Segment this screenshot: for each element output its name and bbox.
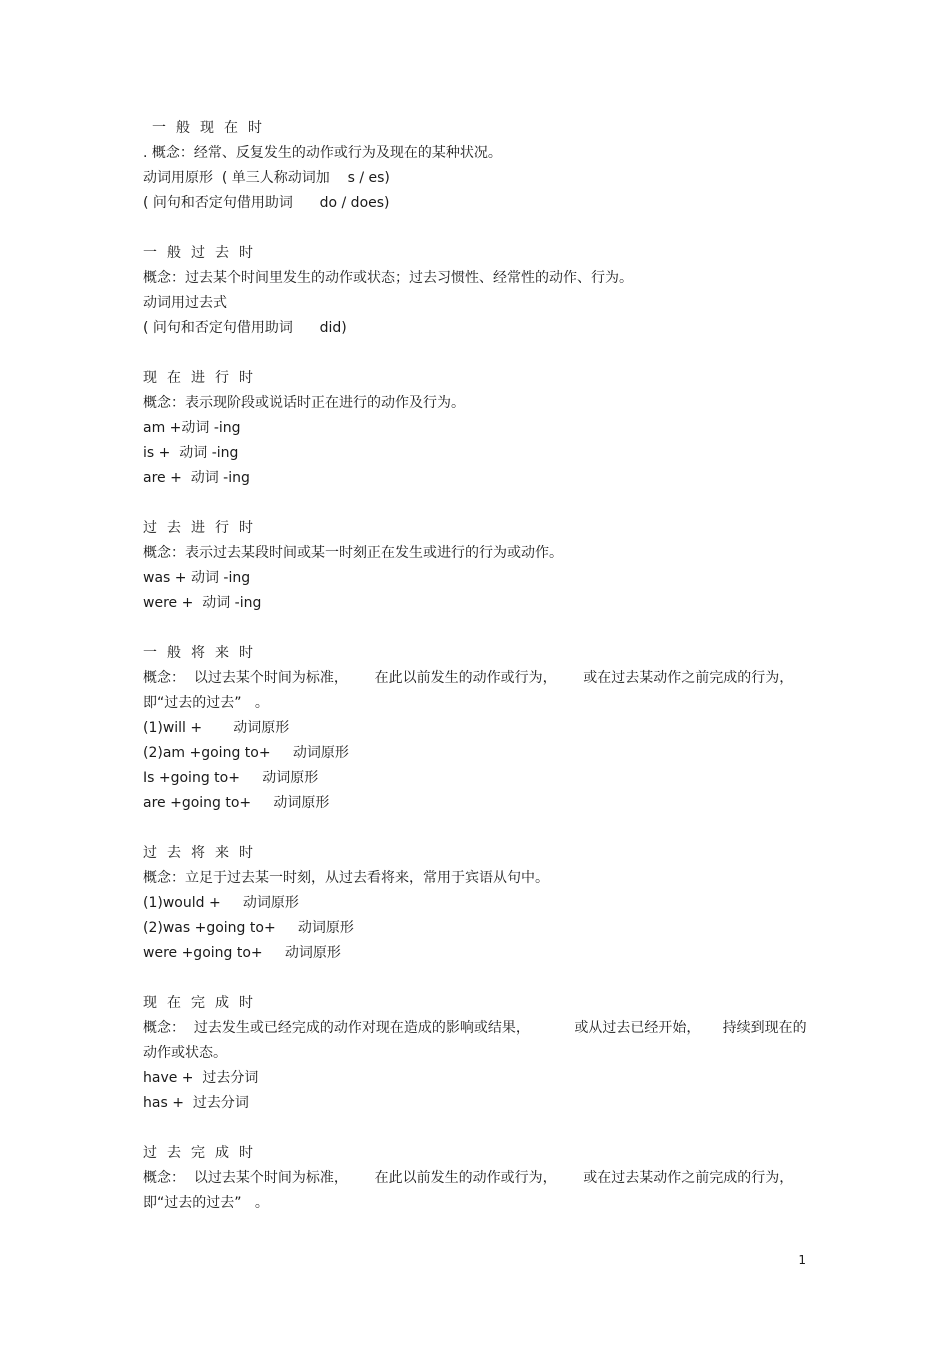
section-heading: 过去进行时 xyxy=(143,520,263,536)
page-number: 1 xyxy=(798,1253,806,1267)
section-future-in-past xyxy=(143,841,808,966)
concept-line: 概念：表示现阶段或说话时正在进行的动作及行为。 xyxy=(143,395,465,411)
rule-line: was + 动词 -ing xyxy=(143,570,251,586)
rule-line: am +动词 -ing xyxy=(143,420,241,436)
section-heading: 一般现在时 xyxy=(152,120,272,136)
section-heading: 现在完成时 xyxy=(143,995,263,1011)
section-heading: 现在进行时 xyxy=(143,370,263,386)
concept-line: 概念：立足于过去某一时刻，从过去看将来，常用于宾语从句中。 xyxy=(143,870,549,886)
section-present-perfect xyxy=(143,991,808,1116)
rule-line: are +going to+ 动词原形 xyxy=(143,795,330,811)
concept-line: 概念： 以过去某个时间为标准， 在此以前发生的动作或行为， 或在过去某动作之前完成的行为，即“过去的过去” 。 xyxy=(143,670,794,711)
section-heading: 过去将来时 xyxy=(143,845,263,861)
section-present-continuous xyxy=(143,366,808,491)
rule-line: (1)would + 动词原形 xyxy=(143,895,299,911)
concept-line: 概念： 过去发生或已经完成的动作对现在造成的影响或结果， 或从过去已经开始， 持续到现在的动作或状态。 xyxy=(143,1020,807,1061)
section-heading: 一般将来时 xyxy=(143,645,263,661)
rule-line: ( 问句和否定句借用助词 did) xyxy=(143,320,347,336)
section-simple-future xyxy=(143,641,808,816)
document-content xyxy=(143,116,808,1241)
rule-line: Is +going to+ 动词原形 xyxy=(143,770,319,786)
rule-line: are + 动词 -ing xyxy=(143,470,250,486)
rule-line: (2)was +going to+ 动词原形 xyxy=(143,920,354,936)
section-simple-past xyxy=(143,241,808,341)
rule-line: (1)will + 动词原形 xyxy=(143,720,290,736)
rule-line: has + 过去分词 xyxy=(143,1095,249,1111)
rule-line: is + 动词 -ing xyxy=(143,445,239,461)
concept-line: 概念：表示过去某段时间或某一时刻正在发生或进行的行为或动作。 xyxy=(143,545,563,561)
rule-line: were + 动词 -ing xyxy=(143,595,262,611)
concept-line: . 概念：经常、反复发生的动作或行为及现在的某种状况。 xyxy=(143,145,502,161)
section-past-perfect xyxy=(143,1141,808,1216)
rule-line: were +going to+ 动词原形 xyxy=(143,945,341,961)
rule-line: (2)am +going to+ 动词原形 xyxy=(143,745,349,761)
section-simple-present xyxy=(143,116,808,216)
rule-line: have + 过去分词 xyxy=(143,1070,259,1086)
section-heading: 过去完成时 xyxy=(143,1145,263,1161)
rule-line: 动词用原形 ( 单三人称动词加 s / es) xyxy=(143,170,390,186)
section-heading: 一般过去时 xyxy=(143,245,263,261)
rule-line: 动词用过去式 xyxy=(143,295,227,311)
rule-line: ( 问句和否定句借用助词 do / does) xyxy=(143,195,390,211)
concept-line: 概念： 以过去某个时间为标准， 在此以前发生的动作或行为， 或在过去某动作之前完成的行为，即“过去的过去” 。 xyxy=(143,1170,794,1211)
section-past-continuous xyxy=(143,516,808,616)
concept-line: 概念：过去某个时间里发生的动作或状态；过去习惯性、经常性的动作、行为。 xyxy=(143,270,633,286)
